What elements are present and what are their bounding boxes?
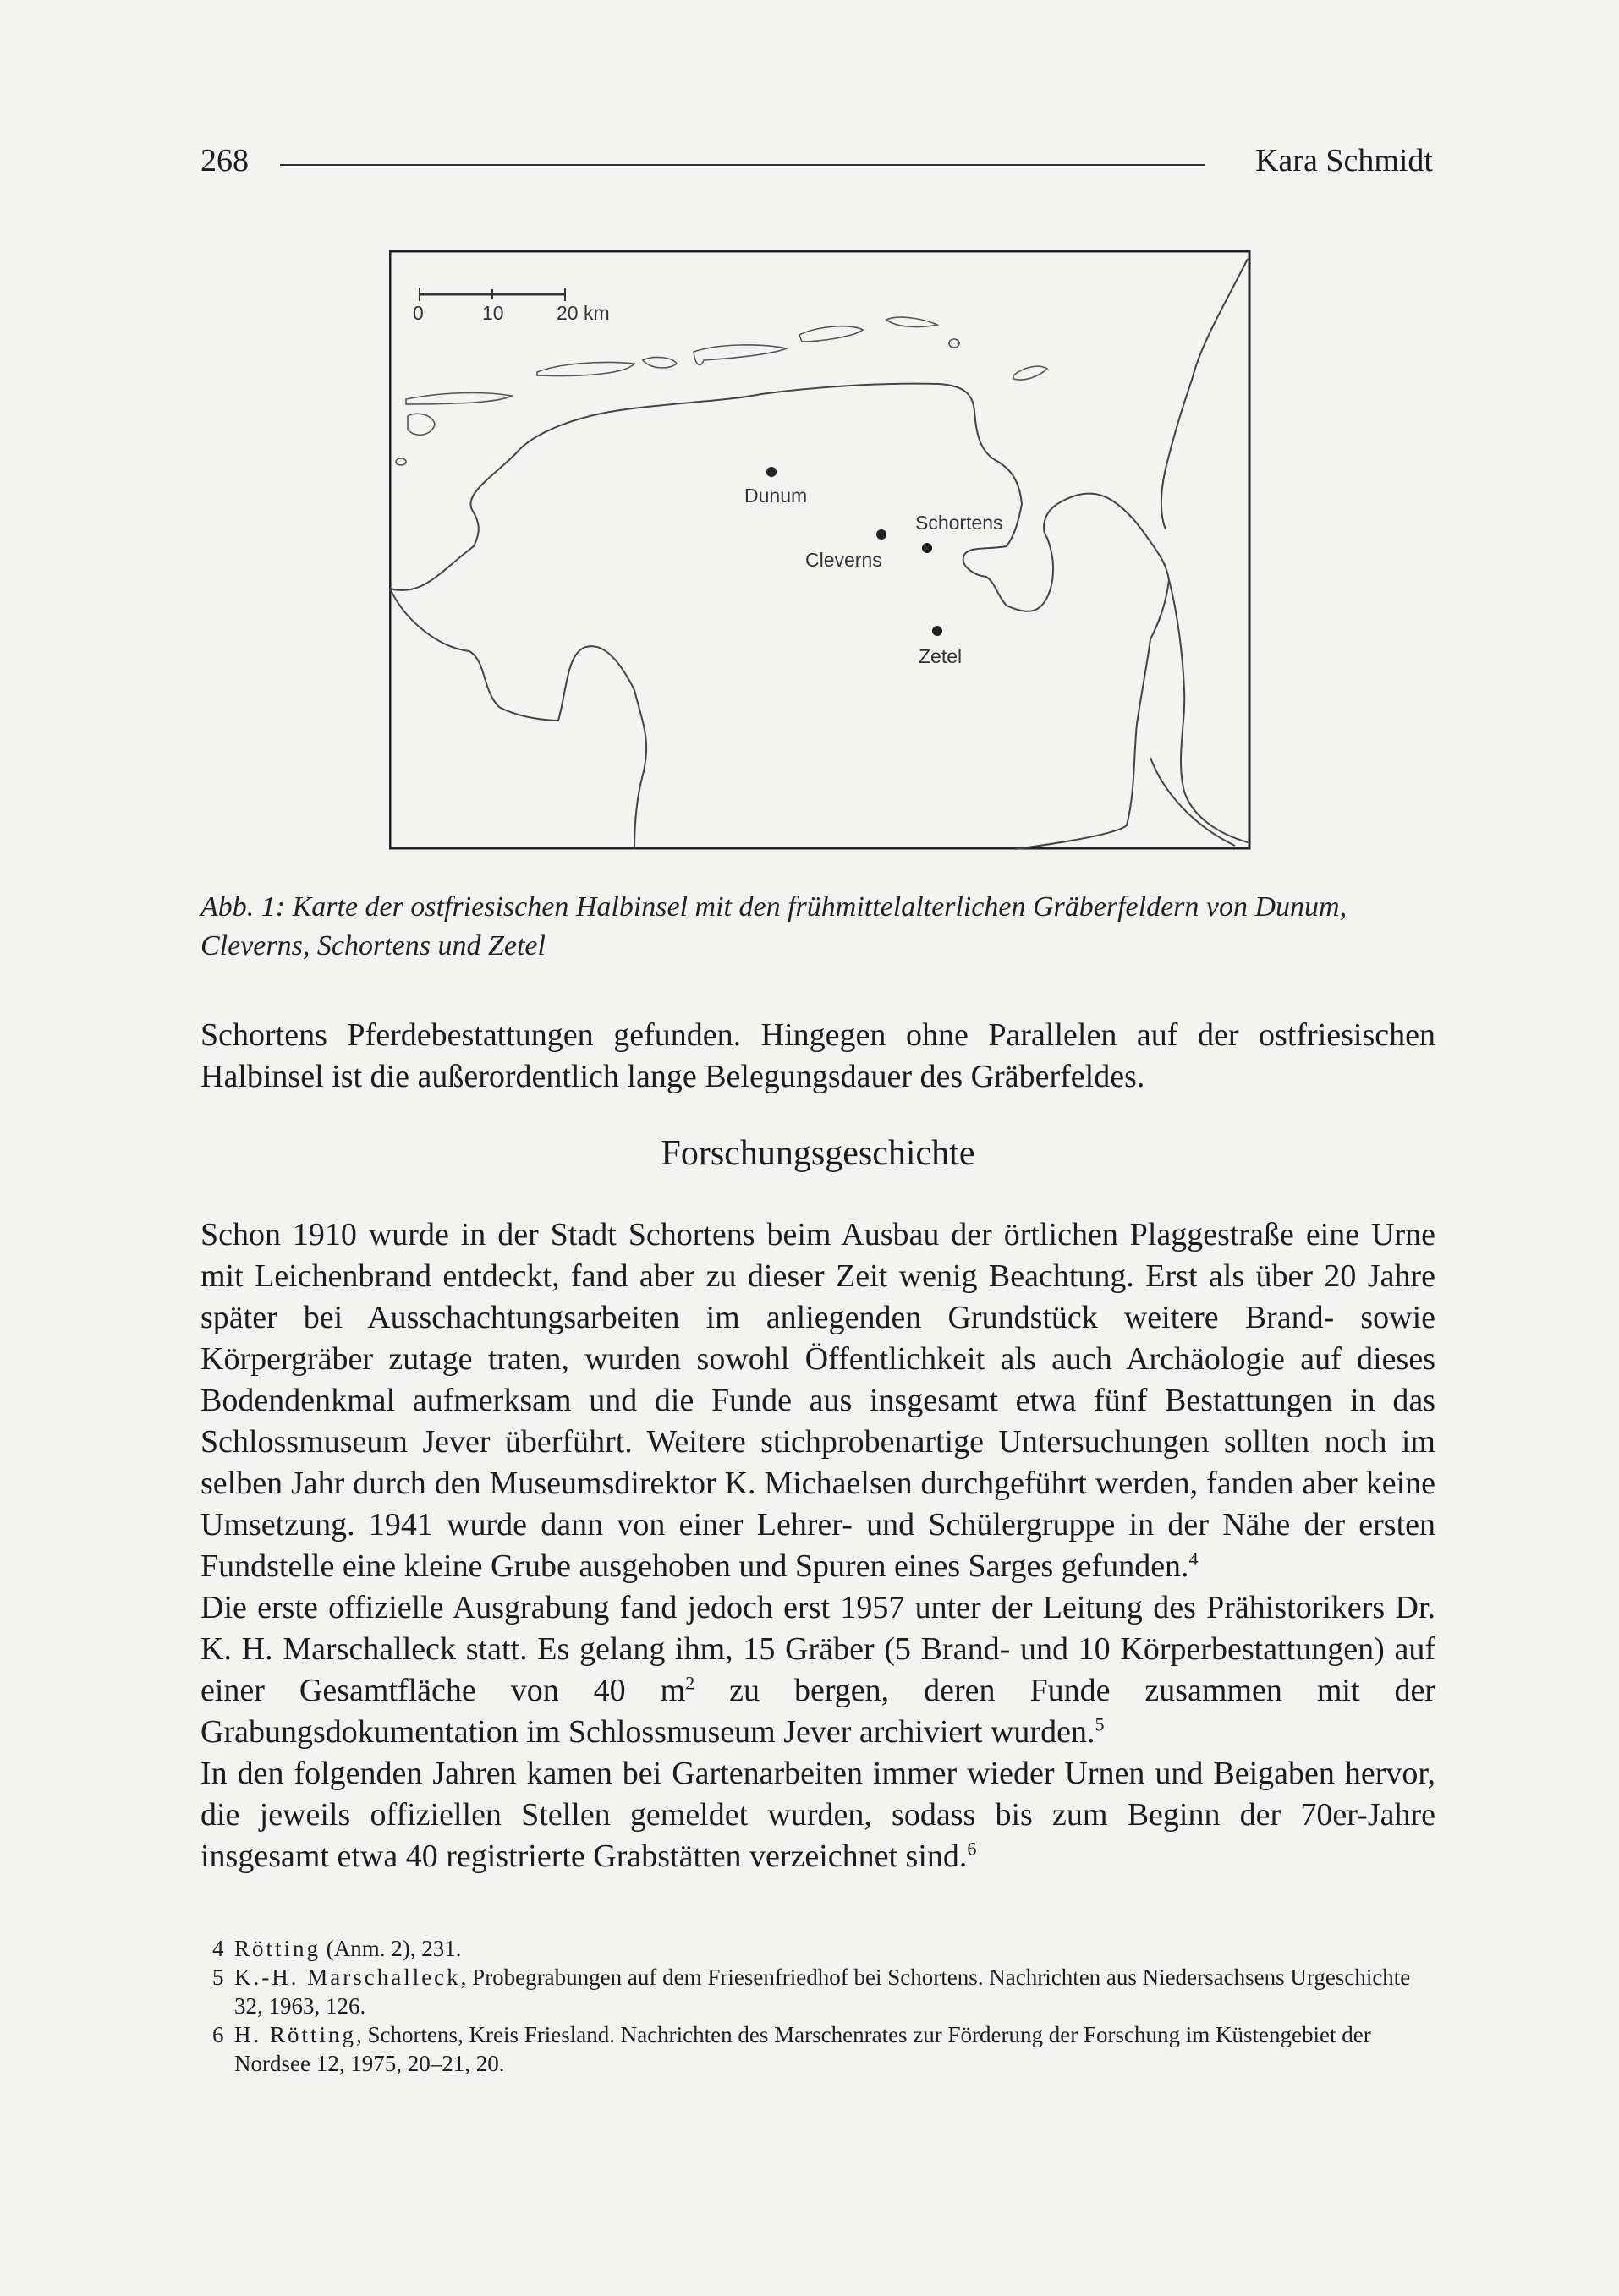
footnote-number: 6: [212, 2022, 224, 2047]
map-figure: [389, 250, 1252, 851]
site-label-zetel: Zetel: [919, 645, 963, 667]
footnote-ref-4[interactable]: 4: [1188, 1548, 1199, 1570]
footnote-text: , Probegrabungen auf dem Friesenfriedhof bei Schortens. Nachrichten aus Niedersachsens Urgeschichte 32, 1963, 126.: [234, 1964, 1411, 2019]
scale-label-20: 20 km: [557, 302, 610, 324]
site-dot-zetel: [932, 626, 942, 636]
footnote-number: 5: [212, 1964, 224, 1990]
east-frisian-islands: [396, 317, 1047, 465]
footnote-6: [200, 2020, 1435, 2078]
paragraph-1957-text-a: Die erste offizielle Ausgrabung fand jedoch erst 1957 unter der Leitung des Prähistorikers Dr. K. H. Marschalleck statt. Es gelang ihm, 15 Gräber (5 Brand- und 10 Körperbestattungen) auf einer Gesamtfläche von 40 m: [200, 1590, 1435, 1708]
footnote-ref-5[interactable]: 5: [1095, 1713, 1105, 1735]
site-dot-dunum: [766, 467, 777, 477]
scale-label-0: 0: [413, 302, 424, 324]
figure-caption: Abb. 1: Karte der ostfriesischen Halbinsel mit den frühmittelalterlichen Gräberfeldern von Dunum, Cleverns, Schortens und Zetel: [200, 891, 1347, 962]
site-dot-schortens: [922, 543, 932, 553]
site-dot-cleverns: [876, 529, 886, 540]
paragraph-1910: [200, 1214, 1435, 1587]
footnote-author: H. Rötting: [234, 2022, 357, 2047]
paragraph-intro-text: Schortens Pferdebestattungen gefunden. Hingegen ohne Parallelen auf der ostfriesischen Halbinsel ist die außerordentlich lange Belegungsdauer des Gräberfeldes.: [200, 1017, 1435, 1094]
paragraph-1957: [200, 1587, 1435, 1753]
footnote-author: Rötting: [234, 1936, 321, 1961]
map-illustration: [389, 250, 1252, 851]
site-label-dunum: Dunum: [744, 485, 808, 507]
footnote-text: , Schortens, Kreis Friesland. Nachrichten des Marschenrates zur Förderung der Forschung im Küstengebiet der Nordsee 12, 1975, 20–21, 20.: [234, 2022, 1371, 2076]
paragraph-later-years-text: In den folgenden Jahren kamen bei Gartenarbeiten immer wieder Urnen und Beigaben hervor, die jeweils offiziellen Stellen gemeldet wurden, sodass bis zum Beginn der 70er-Jahre insgesamt etwa 40 registrierte Grabstätten verzeichnet sind.: [200, 1756, 1435, 1874]
scale-label-10: 10: [482, 302, 504, 324]
footnote-number: 4: [212, 1936, 224, 1961]
section-heading: Forschungsgeschichte: [661, 1134, 975, 1173]
paragraph-1957-text-b: zu bergen, deren Funde zusammen mit der Grabungsdokumentation im Schlossmuseum Jever archiviert wurden.: [200, 1673, 1436, 1750]
footnote-ref-6[interactable]: 6: [967, 1838, 977, 1860]
site-label-cleverns: Cleverns: [805, 549, 882, 571]
scale-bar: [413, 288, 610, 324]
paragraph-1910-text: Schon 1910 wurde in der Stadt Schortens beim Ausbau der örtlichen Plaggestraße eine Urne mit Leichenbrand entdeckt, fand aber zu dieser Zeit wenig Beachtung. Erst als über 20 Jahre später bei Ausschachtungsarbeiten im anliegenden Grundstück weitere Brand- sowie Körpergräber zutage traten, wurden sowohl Öffentlichkeit als auch Archäologie auf dieses Bodendenkmal aufmerksam und die Funde aus insgesamt etwa fünf Bestattungen in das Schlossmuseum Jever überführt. Weitere stichprobenartige Untersuchungen sollten noch im selben Jahr durch den Museumsdirektor K. Michaelsen durchgeführt werden, fanden aber keine Umsetzung. 1941 wurde dann von einer Lehrer- und Schülergruppe in der Nähe der ersten Fundstelle eine kleine Grube ausgehoben und Spuren eines Sarges gefunden.: [200, 1217, 1435, 1584]
page-number: 268: [200, 143, 249, 178]
section-body: [200, 1214, 1435, 1877]
cemetery-sites: [744, 467, 1003, 667]
running-head: [200, 142, 1433, 184]
paragraph-later-years: [200, 1753, 1435, 1877]
footnote-5: [200, 1963, 1435, 2020]
site-label-schortens: Schortens: [915, 512, 1003, 534]
paragraph-intro: [200, 1015, 1435, 1098]
footnote-text: (Anm. 2), 231.: [321, 1936, 462, 1961]
running-head-author: Kara Schmidt: [1254, 143, 1433, 178]
footnote-4: [200, 1934, 1435, 1963]
footnotes: [200, 1934, 1435, 2078]
footnote-author: K.-H. Marschalleck: [234, 1964, 461, 1990]
superscript-squared: 2: [685, 1672, 695, 1694]
header-rule: [280, 164, 1205, 166]
